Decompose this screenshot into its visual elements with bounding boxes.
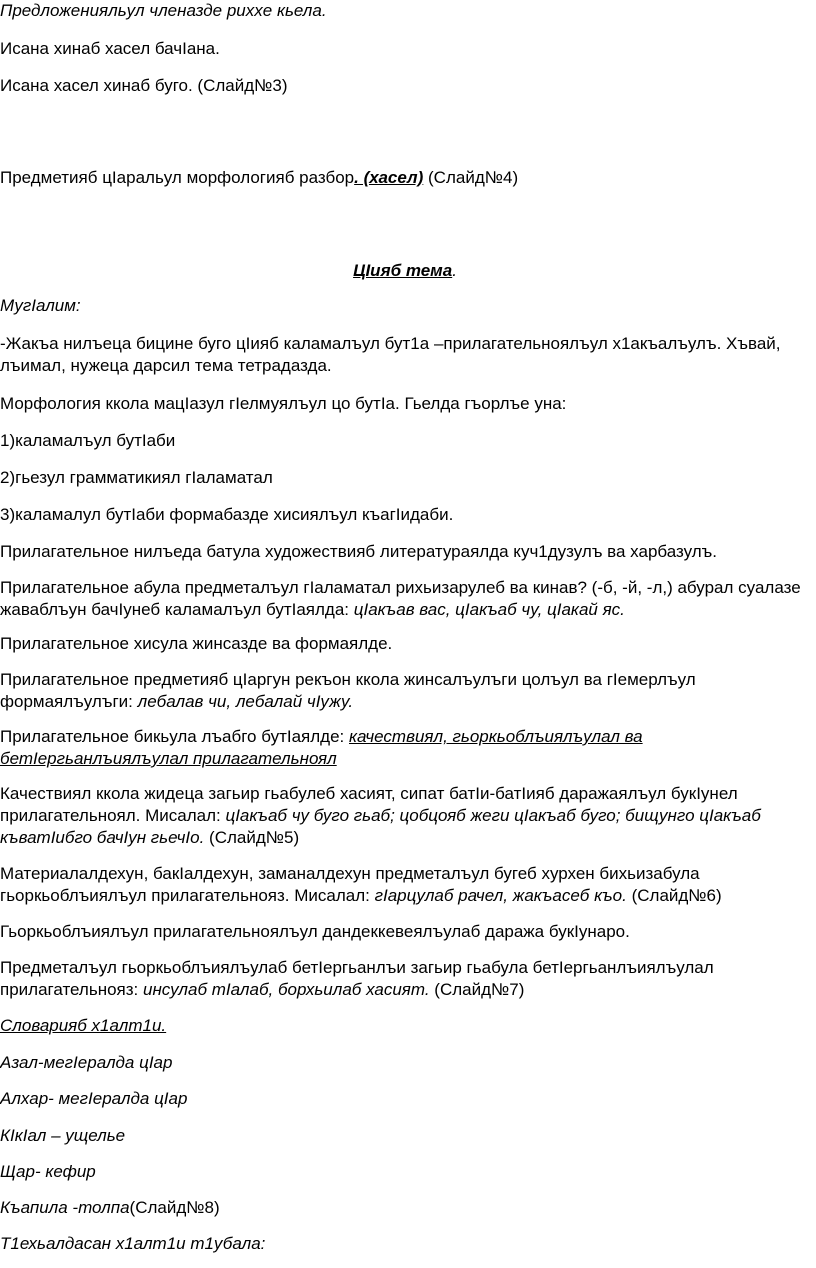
new-topic-dot: . [452, 261, 457, 280]
relative-text: Материалалдехун, бакIалдехун, заманалдехун предметалъул бугеб хурхен бихьизабула гьоркьоблъиялъул прилагательнояз. Мисалал: [0, 864, 700, 905]
types-text: Прилагательное бикьула лъабго бутIаялде: [0, 727, 349, 746]
morphology-parse-text: Предметияб цIаральул морфологияб разбор [0, 168, 355, 187]
dictionary-word-4: Щар- кефир [0, 1162, 96, 1181]
paragraph-intro: -Жакъа нилъеца бицине буго цIияб каламалъул бут1а –прилагательноялъул х1акъалъулъ. Хъвай, лъимал, нужеца дарсил тема тетрадазда. [0, 334, 781, 375]
list-item-3: 3)каламалул бутIаби формабазде хисиялъул къагIидаби. [0, 505, 454, 524]
textbook-work-line: Т1ехьалдасан х1алт1и т1убала: [0, 1234, 266, 1253]
possessive-examples: инсулаб тIалаб, борхьилаб хасият. [143, 980, 430, 999]
morphology-parse-line [0, 167, 810, 189]
agreement-examples: лебалав чи, лебалай чIужу. [137, 692, 354, 711]
paragraph-morphology: Морфология ккола мацIазул гIелмуялъул цо бутIа. Гьелда гъорлъе уна: [0, 394, 567, 413]
agreement-text: Прилагательное предметияб цIаргун рекъон ккола жинсалъулъги цолъул ва гIемерлъул формаялъулъги: [0, 670, 696, 711]
dictionary-word-5 [0, 1197, 810, 1219]
relative-examples: гIарцулаб рачел, жакъасеб къо. [374, 886, 627, 905]
paragraph-degree: Гьоркьоблъиялъул прилагательноялъул дандеккевеялъулаб даража букIунаро. [0, 922, 630, 941]
dictionary-heading: Словарияб х1алт1и. [0, 1016, 167, 1035]
example-sentence-2: Исана хасел хинаб буго. (Слайд№3) [0, 76, 288, 95]
dictionary-word-5-slide: (Слайд№8) [129, 1198, 220, 1217]
paragraph-qualitative [0, 783, 810, 849]
new-topic-heading [0, 260, 810, 282]
paragraph-literature: Прилагательное нилъеда батула художествияб литератураялда куч1дузулъ ва харбазулъ. [0, 542, 718, 561]
paragraph-definition [0, 577, 810, 621]
dictionary-word-3: КIкIал – ущелье [0, 1126, 126, 1145]
definition-examples: цIакъав вас, цIакъаб чу, цIакай яс. [353, 600, 625, 619]
paragraph-relative [0, 863, 810, 907]
example-sentence-1: Исана хинаб хасел бачIана. [0, 39, 220, 58]
qualitative-text: Качествиял ккола жидеца загьир гьабулеб хасият, сипат батIи-батIияб даражаялъул букIунел прилагательноял. Мисалал: [0, 784, 738, 825]
possessive-slide: (Слайд№7) [429, 980, 525, 999]
new-topic-title: ЦIияб тема [353, 261, 453, 280]
paragraph-gender: Прилагательное хисула жинсазде ва формаялде. [0, 634, 393, 653]
paragraph-types [0, 726, 810, 770]
qualitative-examples: цIакъаб чу буго гьаб; цобцояб жеги цIакъаб буго; бищунго цIакъаб къватIибго бачIун гьечIо. [0, 806, 761, 847]
list-item-2: 2)гьезул грамматикиял гIаламатал [0, 468, 273, 487]
qualitative-slide: (Слайд№5) [204, 828, 300, 847]
dictionary-word-2: Алхар- мегIералда цIар [0, 1089, 188, 1108]
dictionary-word-1: Азал-мегIералда цIар [0, 1053, 173, 1072]
paragraph-agreement [0, 669, 810, 713]
morphology-parse-slide: (Слайд№4) [423, 168, 519, 187]
dictionary-word-5-text: Къапила -толпа [0, 1198, 130, 1217]
types-list: качествиял, гьоркьоблъиялъулал ва бетIергьанлъиялъулал прилагательноял [0, 727, 643, 768]
list-item-1: 1)каламалъул бутIаби [0, 431, 176, 450]
line-sentence-members: Предложенияльул членазде рихxе кьела. [0, 1, 327, 20]
morphology-parse-word: . (хасел) [354, 168, 424, 187]
relative-slide: (Слайд№6) [626, 886, 722, 905]
possessive-text: Предметалъул гьоркьоблъиялъулаб бетIергьанлъи загьир гьабула бетIергьанлъиялъулал прилагательнояз: [0, 958, 714, 999]
paragraph-possessive [0, 957, 810, 1001]
teacher-label: МугIалим: [0, 296, 81, 315]
definition-text: Прилагательное абула предметалъул гIаламатал рихьизарулеб ва кинав? (-б, -й, -л,) абурал суалазе жаваблъун бачIунеб каламалъул бутIаялда: [0, 578, 801, 619]
